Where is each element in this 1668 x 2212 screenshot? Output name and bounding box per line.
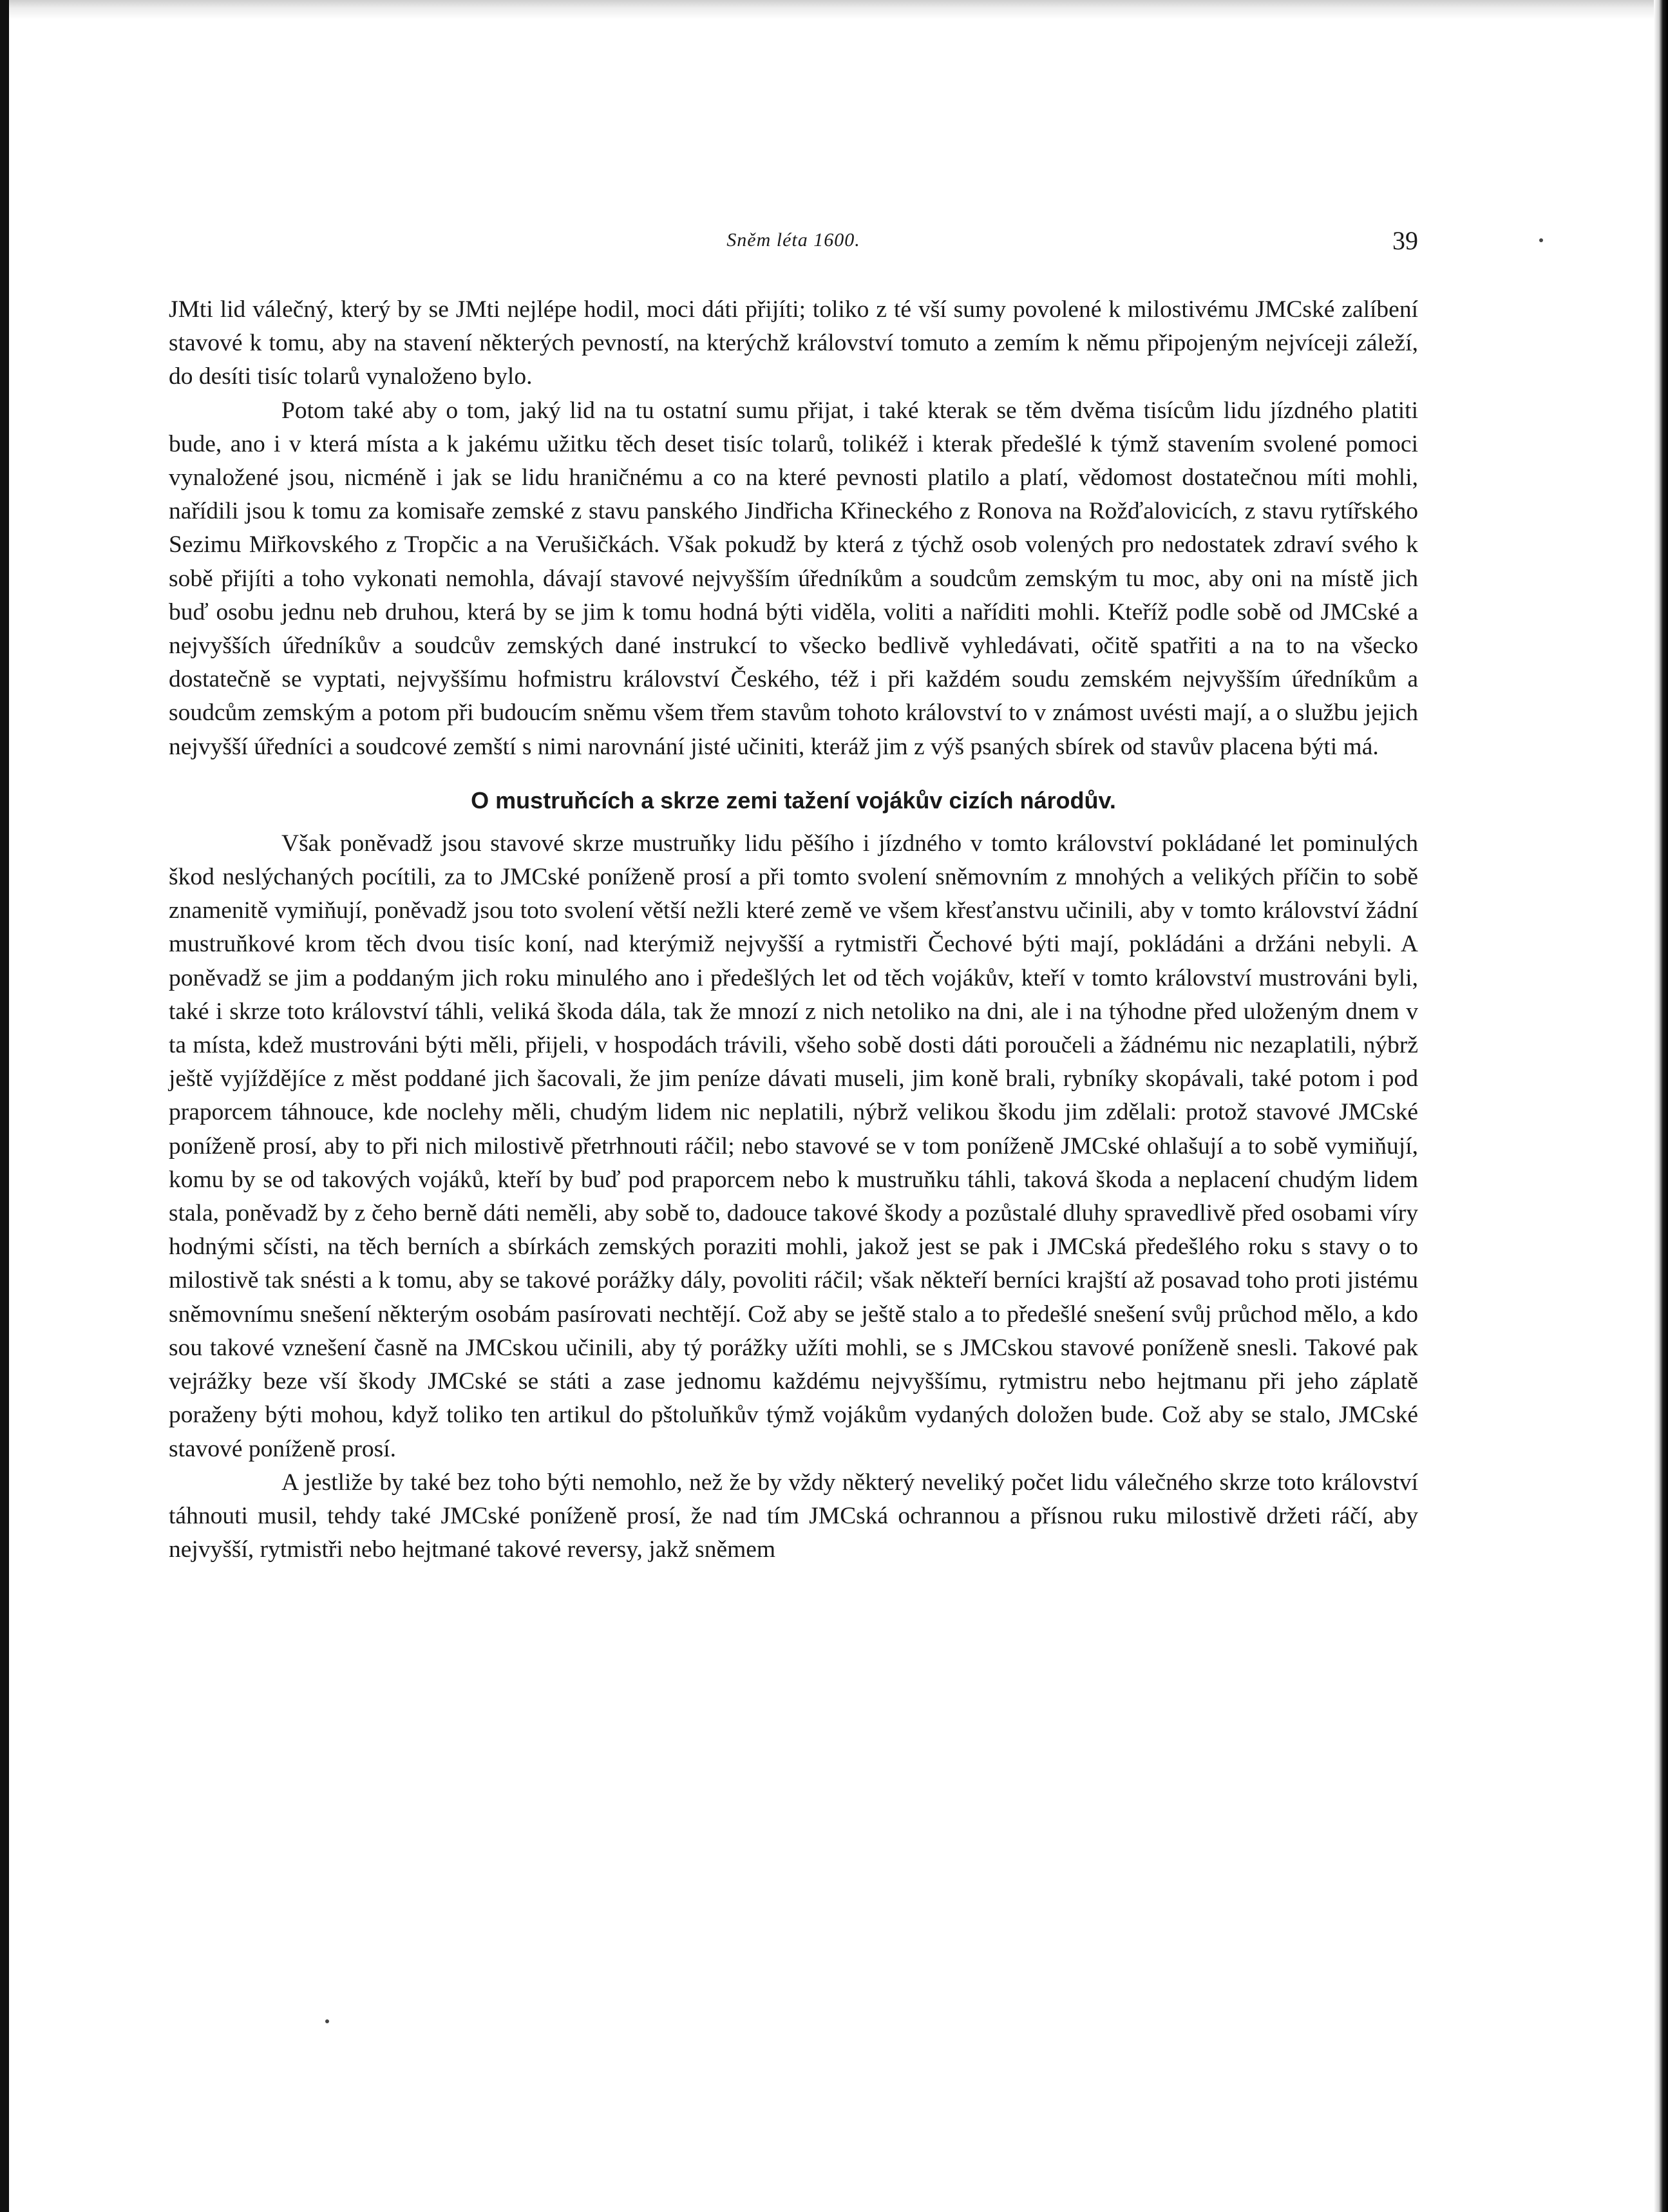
running-title: Sněm léta 1600. (726, 229, 860, 251)
paragraph: Však poněvadž jsou stavové skrze mustruňky lidu pěšího i jízdného v tomto království pokládané let pominulých škod neslýchaných pocítili, za to JMCské poníženě prosí a při tomto svolení sněmovním z mnohých a velikých příčin to sobě znamenitě vymiňují, poněvadž jsou toto svolení větší nežli které země ve všem křesťanstvu učinili, aby v tomto království žádní mustruňkové krom těch dvou tisíc koní, nad kterýmiž nejvyšší a rytmistři Čechové býti mají, pokládáni a držáni nebyli. A poněvadž se jim a poddaným jich roku minulého ano i předešlých let od těch vojákův, kteří v tomto království mustrováni byli, také i skrze toto království táhli, veliká škoda dála, tak že mnozí z nich netoliko na dni, ale i na týhodne před uloženým dnem v ta místa, kdež mustrováni býti měli, přijeli, v hospodách trávili, všeho sobě dosti dáti poroučeli a žádnému nic nezaplatili, nýbrž ještě vyjíždějíce z měst poddané jich šacovali, že jim peníze dávati museli, jim koně brali, rybníky skopávali, také potom i pod praporcem táhnouce, kde noclehy měli, chudým lidem nic neplatili, nýbrž velikou škodu jim zdělali: protož stavové JMCské poníženě prosí, aby to při nich milostivě přetrhnouti ráčil; nebo stavové se v tom poníženě JMCské ohlašují a to sobě vymiňují, komu by se od takových vojáků, kteří by buď pod praporcem nebo k mustruňku táhli, taková škoda a neplacení chudým lidem stala, poněvadž by z čeho berně dáti neměli, aby sobě to, dadouce takové škody a pozůstalé dluhy spravedlivě před osobami víry hodnými sčísti, na těch berních a sbírkách zemských poraziti mohli, jakož jest se pak i JMCská předešlého roku s stavy o to milostivě tak snésti a k tomu, aby se takové porážky dály, povoliti ráčil; však někteří berníci krajští až posavad toho proti jistému sněmovnímu snešení některým osobám pasírovati nechtějí. Což aby se ještě stalo a to předešlé snešení svůj průchod mělo, a kdo sou takové vznešení časně na JMCskou učinili, aby tý porážky užíti mohli, se s JMCskou stavové poníženě snesli. Takové pak vejrážky beze vší škody JMCské se státi a zase jednomu každému nejvyššímu, rytmistru nebo hejtmanu při jeho záplatě poraženy býti mohou, když toliko ten artikul do pštoluňkův týmž vojákům vydaných doložen bude. Což aby se stalo, JMCské stavové poníženě prosí. (169, 830, 1418, 1462)
scan-speck (325, 2019, 329, 2023)
page-body (169, 293, 1418, 1567)
paragraph: JMti lid válečný, který by se JMti nejlépe hodil, moci dáti přijíti; toliko z té vší sumy povolené k milostivému JMCské zalíbení stavové k tomu, aby na stavení některých pevností, na kterýchž království tomuto a zemím k němu připojeným nejvíceji záleží, do desíti tisíc tolarů vynaloženo bylo. (169, 296, 1418, 390)
scan-edge-top (0, 0, 1668, 19)
paragraph: Potom také aby o tom, jaký lid na tu ostatní sumu přijat, i také kterak se těm dvěma tisícům lidu jízdného platiti bude, ano i v která místa a k jakému užitku těch deset tisíc tolarů, tolikéž i kterak předešlé k týmž stavením svolené pomoci vynaložené jsou, nicméně i jak se lidu hraničnému a co na které pevnosti platilo a platí, vědomost dostatečnou míti mohli, nařídili jsou k tomu za komisaře zemské z stavu panského Jindřicha Křineckého z Ronova na Rožďalovicích, z stavu rytířského Sezimu Miřkovského z Tropčic a na Verušičkách. Však pokudž by která z týchž osob volených pro nedostatek zdraví svého k sobě přijíti a toho vykonati nemohla, dávají stavové nejvyšším úředníkům a soudcům zemským tu moc, aby oni na místě jich buď osobu jednu neb druhou, která by se jim k tomu hodná býti viděla, voliti a naříditi mohli. Kteříž podle sobě od JMCské a nejvyšších úředníkův a soudcův zemských dané instrukcí to všecko bedlivě vyhledávati, očitě spatřiti a na to na všecko dostatečně se vyptati, nejvyššímu hofmistru království Českého, též i při každém soudu zemském nejvyšším úředníkům a soudcům zemským a potom při budoucím sněmu všem třem stavům tohoto království to v známost uvésti mají, a o službu jejich nejvyšší úředníci a soudcové zemští s nimi narovnání jisté učiniti, kteráž jim z výš psaných sbírek od stavův placena býti má. (169, 397, 1418, 760)
section-heading: O mustruňcích a skrze zemi tažení vojákův cizích národův. (471, 787, 1116, 814)
scan-speck (1539, 238, 1543, 242)
scan-edge-right (1654, 0, 1668, 2212)
page-header (169, 225, 1418, 264)
paragraph: A jestliže by také bez toho býti nemohlo, než že by vždy některý neveliký počet lidu válečného skrze toto království táhnouti musil, tehdy také JMCské poníženě prosí, že nad tím JMCská ochrannou a přísnou ruku milostivě držeti ráčí, aby nejvyšší, rytmistři nebo hejtmané takové reversy, jakž sněmem (169, 1469, 1418, 1563)
page-number: 39 (1392, 226, 1418, 255)
scan-edge-left (0, 0, 9, 2212)
